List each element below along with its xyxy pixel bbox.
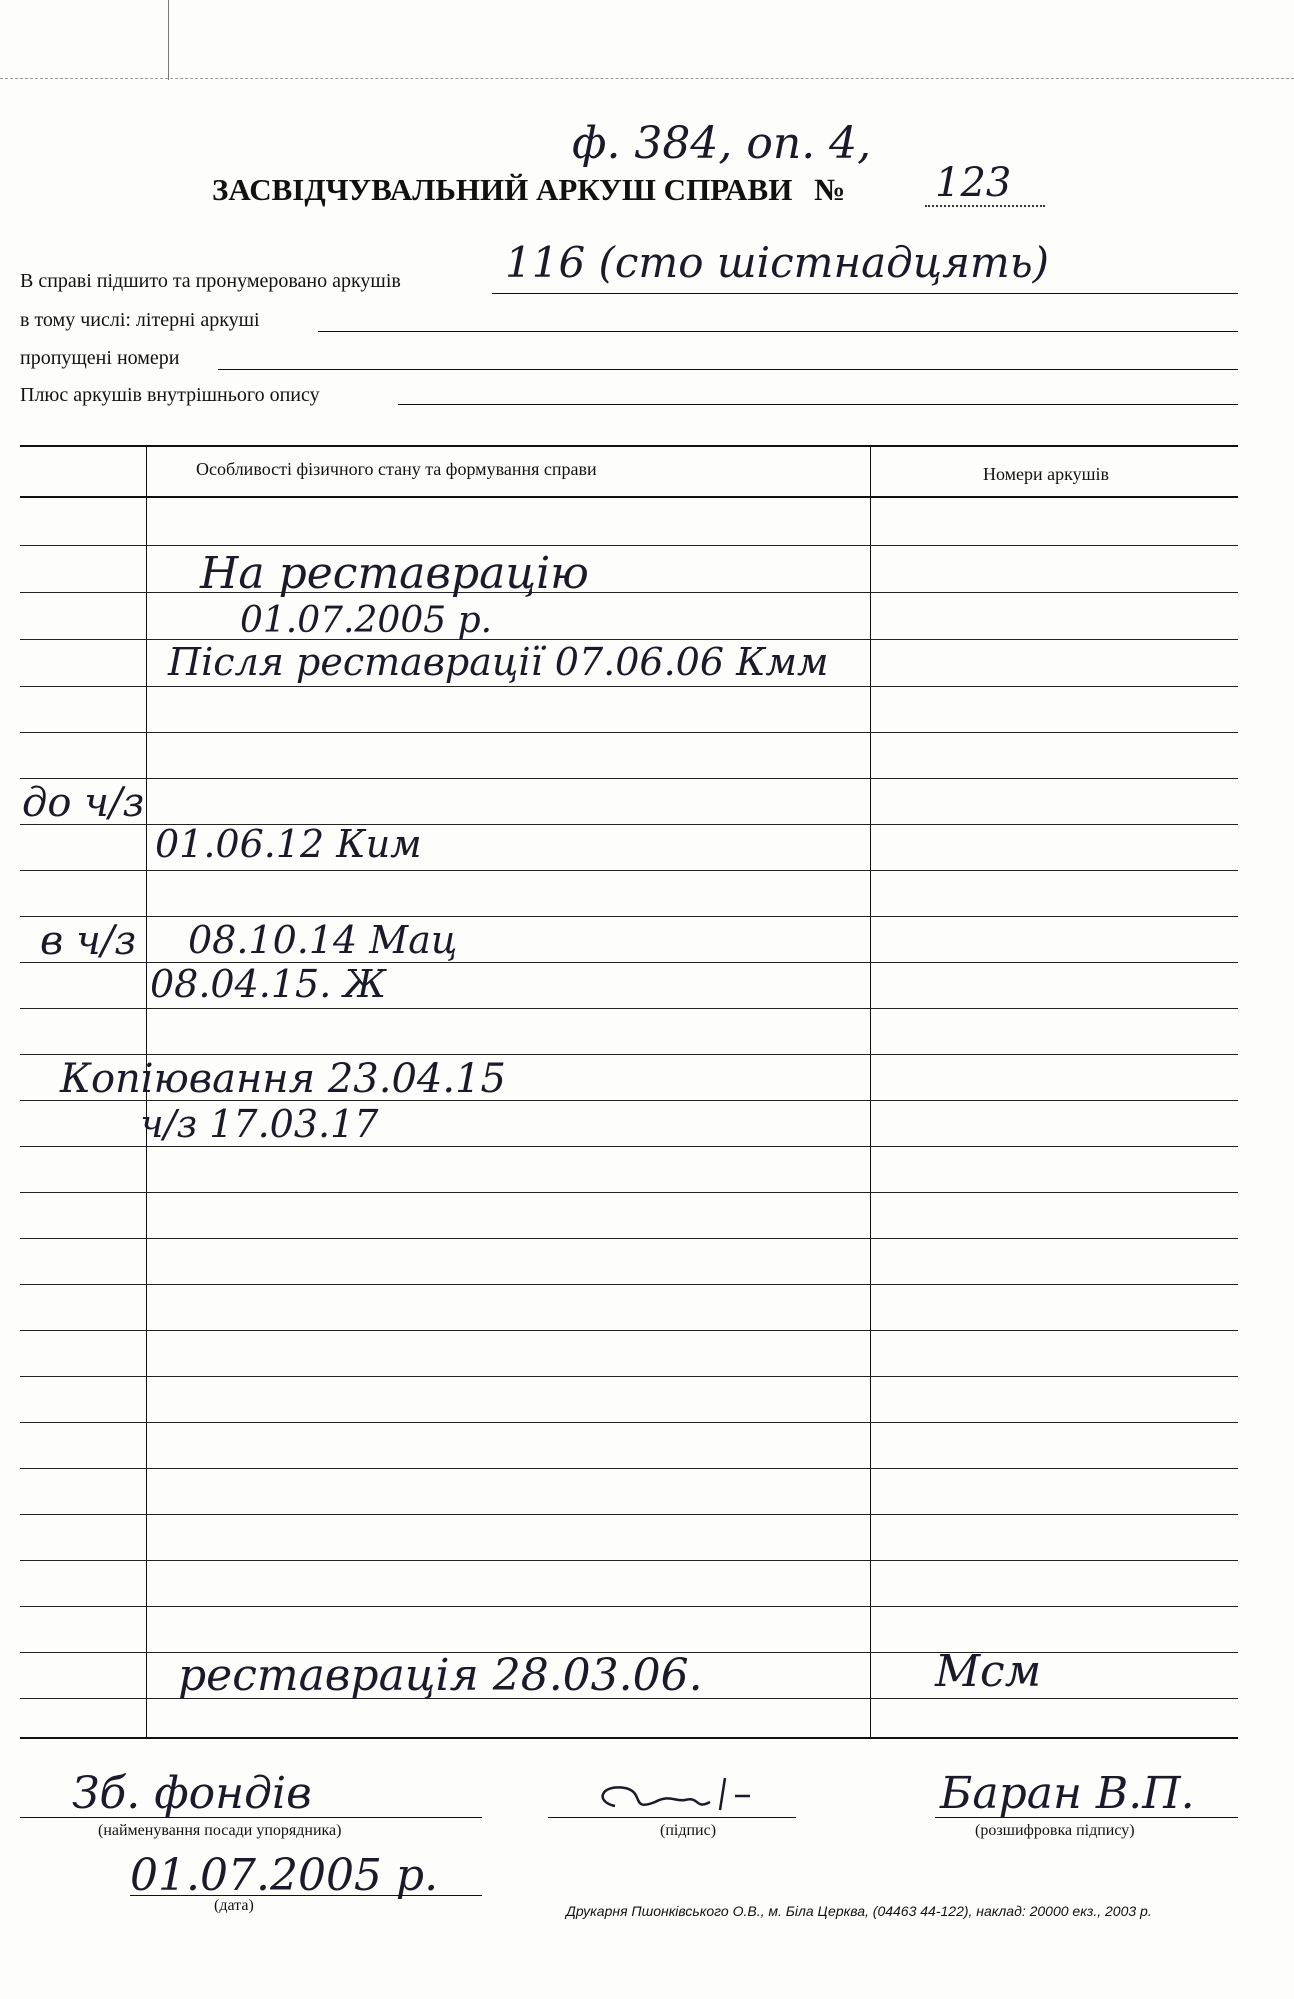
table-row-line — [20, 732, 1238, 733]
missing-line — [218, 369, 1238, 370]
entry-copying: Копіювання 23.04.15 — [60, 1056, 506, 1102]
entry-restoration-to-date: 01.07.2005 р. — [240, 600, 493, 641]
entry-reading-room-2-date-a: 08.10.14 Мац — [188, 918, 458, 962]
entry-copying-reading-room: ч/з 17.03.17 — [140, 1102, 379, 1146]
page-title — [212, 172, 845, 208]
letter-label: в тому числі: літерні аркуші — [20, 309, 260, 331]
table-row-line — [20, 1422, 1238, 1423]
position-line — [20, 1817, 482, 1818]
scan-edge-line — [0, 78, 1294, 79]
table-row-line — [20, 1008, 1238, 1009]
entry-restoration-to: На реставрацію — [200, 548, 589, 599]
table-row-line — [20, 1192, 1238, 1193]
entry-reading-room-2: в ч/з — [40, 918, 137, 964]
table-top-border — [20, 445, 1238, 447]
date-line — [130, 1895, 482, 1896]
table-row-line — [20, 1054, 1238, 1055]
position-value: Зб. фондів — [72, 1768, 312, 1819]
signature — [575, 1772, 775, 1820]
signature-caption: (підпис) — [660, 1822, 717, 1839]
case-number: 123 — [935, 160, 1012, 206]
table-bottom-border — [20, 1737, 1238, 1739]
table-row-line — [20, 870, 1238, 871]
table-row-line — [20, 1330, 1238, 1331]
table-row-line — [20, 1514, 1238, 1515]
table-row-line — [20, 778, 1238, 779]
entry-restoration-final-sign: Мсм — [935, 1646, 1042, 1697]
signature-line — [548, 1817, 796, 1818]
name-value: Баран В.П. — [940, 1768, 1195, 1819]
table-row-line — [20, 1284, 1238, 1285]
entry-after-restoration: Після реставрації 07.06.06 Кмм — [168, 640, 829, 684]
missing-label: пропущені номери — [20, 347, 180, 369]
sewn-label: В справі підшито та пронумеровано аркушів — [20, 270, 401, 292]
table-row-line — [20, 1468, 1238, 1469]
table-header-border — [20, 496, 1238, 498]
col-header-features: Особливості фізичного стану та формування справи — [196, 459, 597, 479]
position-caption: (найменування посади упорядника) — [98, 1822, 342, 1839]
col-header-sheets: Номери аркушів — [983, 464, 1110, 484]
table-row-line — [20, 686, 1238, 687]
name-caption: (розшифровка підпису) — [975, 1822, 1135, 1839]
table-row-line — [20, 1238, 1238, 1239]
entry-restoration-final: реставрація 28.03.06. — [178, 1650, 703, 1701]
date-value: 01.07.2005 р. — [130, 1850, 439, 1901]
letter-line — [318, 331, 1238, 332]
table-row-line — [20, 916, 1238, 917]
table-row-line — [20, 1376, 1238, 1377]
table-row-line — [20, 1146, 1238, 1147]
number-sign: № — [814, 172, 846, 207]
table-row-line — [20, 545, 1238, 546]
sewn-value: 116 (сто шістнадцять) — [505, 238, 1049, 287]
entry-reading-room-1: до ч/з — [22, 780, 145, 826]
entry-reading-room-2-date-b: 08.04.15. Ж — [150, 962, 387, 1006]
case-number-dots — [925, 205, 1045, 207]
inventory-label: Плюс аркушів внутрішнього опису — [20, 384, 320, 406]
title-text: ЗАСВІДЧУВАЛЬНИЙ АРКУШ СПРАВИ — [212, 172, 793, 207]
table-row-line — [20, 1560, 1238, 1561]
printer-info: Друкарня Пшонківського О.В., м. Біла Церква, (04463 44-122), наклад: 20000 екз., 2003 р. — [566, 1903, 1152, 1919]
table-row-line — [20, 1606, 1238, 1607]
sewn-line — [492, 293, 1238, 294]
entry-reading-room-1-date: 01.06.12 Ким — [155, 822, 422, 866]
name-line — [935, 1817, 1238, 1818]
date-caption: (дата) — [214, 1897, 254, 1914]
scan-corner-mark — [168, 0, 169, 80]
signature-mark — [575, 1772, 775, 1820]
fond-note: ф. 384, оп. 4, — [572, 118, 872, 169]
inventory-line — [398, 404, 1238, 405]
